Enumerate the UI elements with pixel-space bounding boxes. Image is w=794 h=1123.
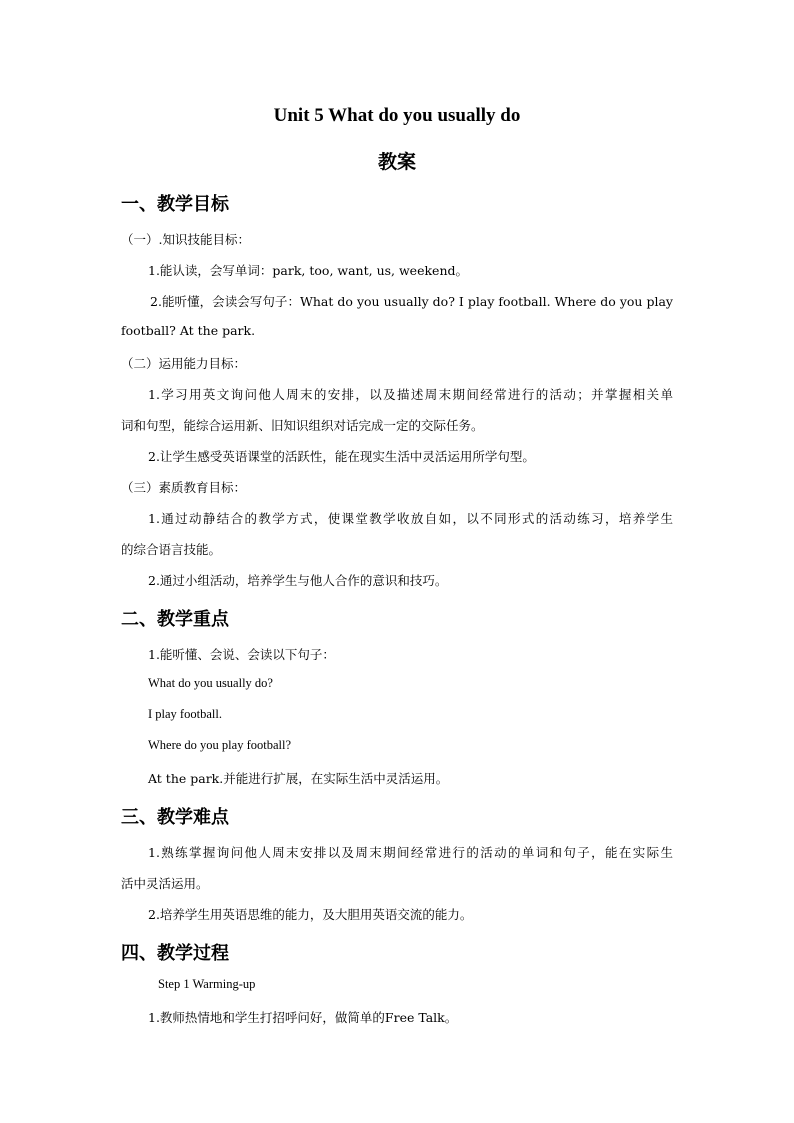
section-heading-key-points: 二、教学重点 bbox=[121, 609, 229, 630]
paragraph-line: 1.熟练掌握询问他人周末安排以及周末期间经常进行的活动的单词和句子，能在实际生 bbox=[148, 845, 673, 860]
section-heading-difficulties: 三、教学难点 bbox=[121, 807, 229, 828]
subheading-knowledge: （一）.知识技能目标： bbox=[121, 232, 250, 247]
section-heading-objectives: 一、教学目标 bbox=[121, 194, 229, 215]
example-sentence: I play football. bbox=[148, 707, 222, 721]
paragraph-line: 2.让学生感受英语课堂的活跃性，能在现实生活中灵活运用所学句型。 bbox=[148, 449, 535, 464]
paragraph-line: 1.通过动静结合的教学方式，使课堂教学收放自如，以不同形式的活动练习，培养学生 bbox=[148, 511, 673, 526]
step-heading: Step 1 Warming-up bbox=[158, 977, 256, 991]
section-heading-process: 四、教学过程 bbox=[121, 943, 229, 964]
paragraph-line: 1.教师热情地和学生打招呼问好，做简单的Free Talk。 bbox=[148, 1010, 458, 1025]
paragraph-line: 1.能听懂、会说、会读以下句子： bbox=[148, 647, 335, 662]
paragraph-line: 的综合语言技能。 bbox=[121, 542, 222, 557]
example-sentence: What do you usually do? bbox=[148, 676, 273, 690]
subheading-quality: （三）素质教育目标： bbox=[121, 480, 247, 495]
subheading-ability: （二）运用能力目标： bbox=[121, 356, 247, 371]
paragraph-line: 2.能听懂，会读会写句子：What do you usually do? I play football. Where do you play bbox=[150, 294, 673, 309]
example-sentence: Where do you play football? bbox=[148, 738, 292, 752]
example-sentence: At the park.并能进行扩展，在实际生活中灵活运用。 bbox=[148, 771, 449, 786]
paragraph-line: football? At the park. bbox=[121, 323, 256, 338]
paragraph-line: 2.培养学生用英语思维的能力，及大胆用英语交流的能力。 bbox=[148, 907, 473, 922]
paragraph-line: 1.学习用英文询问他人周末的安排，以及描述周末期间经常进行的活动；并掌握相关单 bbox=[148, 387, 673, 402]
paragraph-line: 活中灵活运用。 bbox=[121, 876, 209, 891]
paragraph-line: 词和句型，能综合运用新、旧知识组织对话完成一定的交际任务。 bbox=[121, 418, 484, 433]
paragraph-line: 2.通过小组活动，培养学生与他人合作的意识和技巧。 bbox=[148, 573, 448, 588]
document-subtitle: 教案 bbox=[377, 151, 416, 173]
document-title: Unit 5 What do you usually do bbox=[273, 105, 521, 126]
paragraph-line: 1.能认读，会写单词：park, too, want, us, weekend。 bbox=[148, 263, 469, 278]
